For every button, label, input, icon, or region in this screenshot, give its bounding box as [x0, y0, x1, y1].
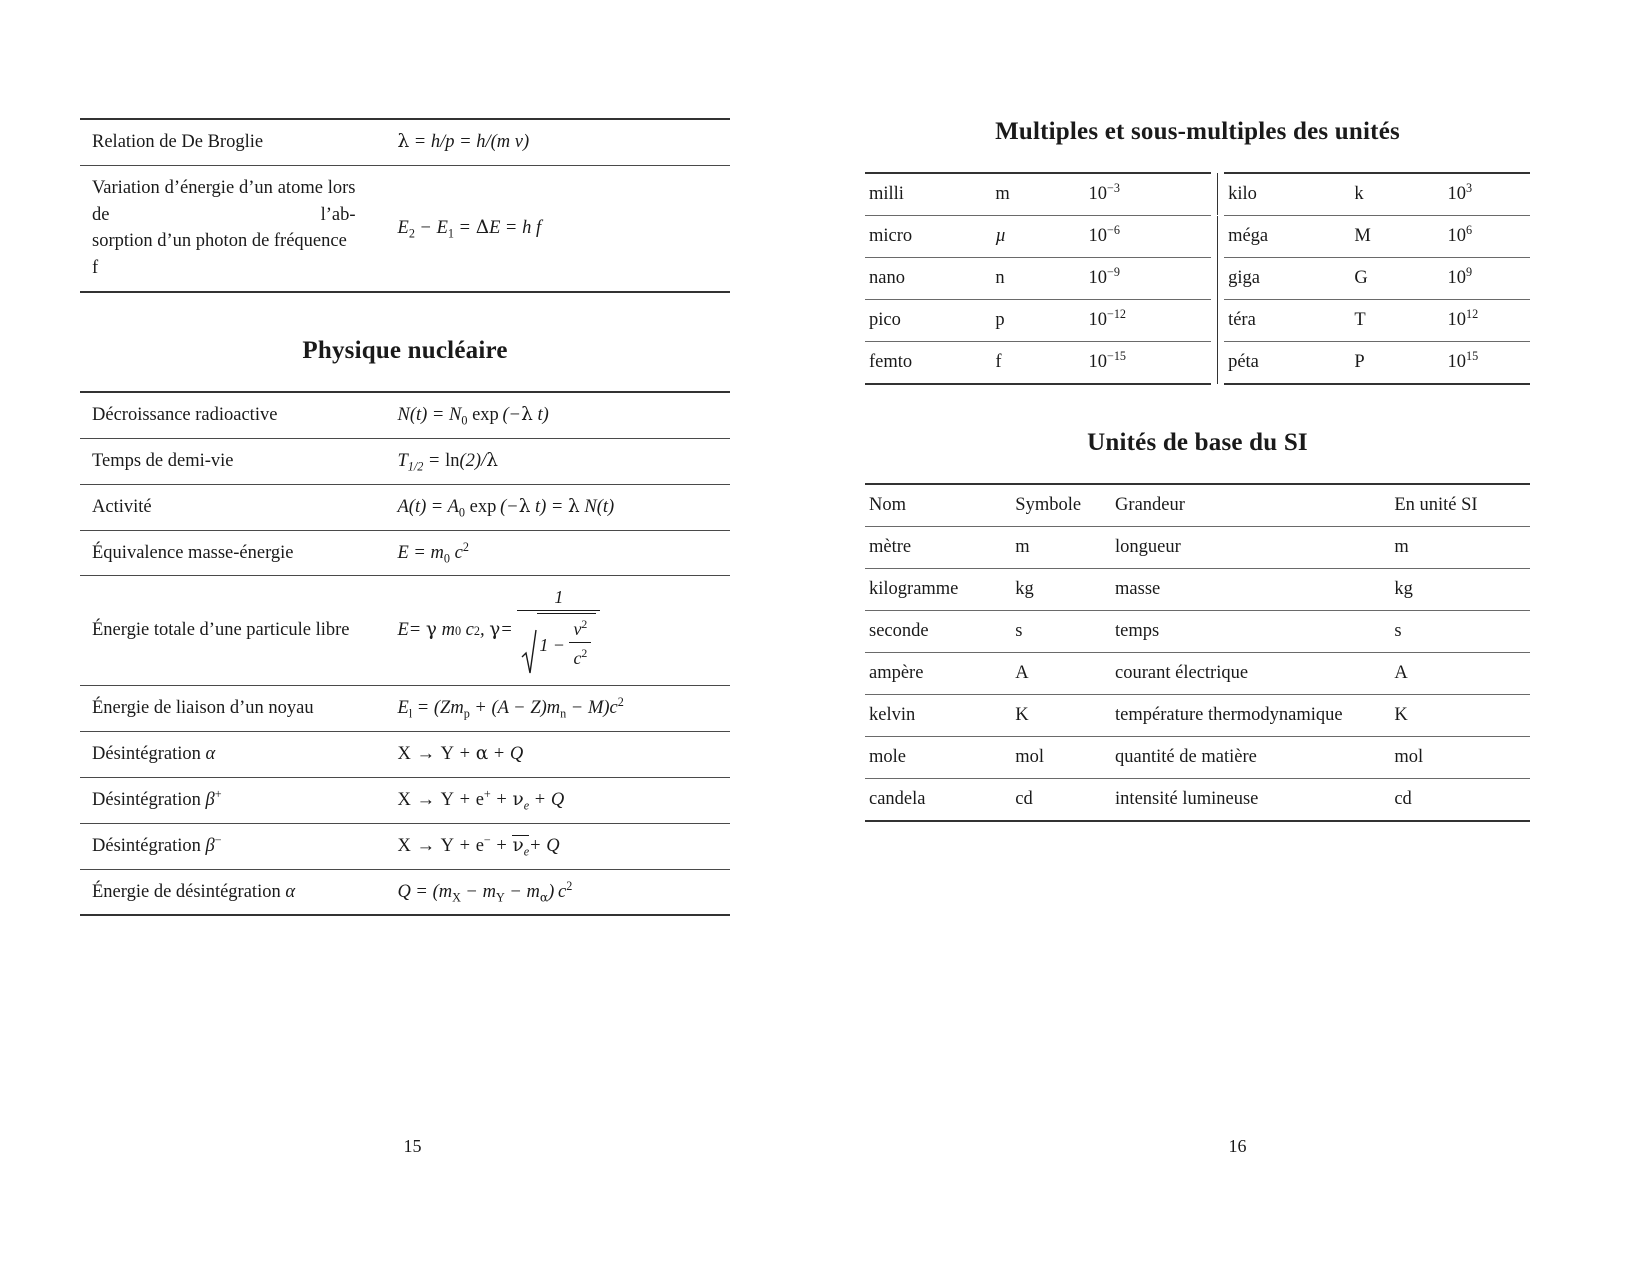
prefix-power: $10^{12}$: [1444, 300, 1530, 342]
table-row: [865, 695, 1530, 737]
unit-quantity: température thermodynamique: [1111, 695, 1390, 737]
prefix-name: méga: [1224, 216, 1350, 258]
formula-label: Décroissance radioactive: [80, 392, 386, 438]
continued-formula-table: [80, 118, 730, 293]
unit-si: m: [1390, 527, 1530, 569]
formula-label: Énergie de liaison d’un noyau: [80, 686, 386, 732]
unit-name: candela: [865, 779, 1011, 822]
formula-expression: $E_l = (Zm_p + (A - Z)m_n - M)c^2$: [386, 686, 731, 732]
prefix-symbol: µ: [991, 216, 1084, 258]
unit-symbol: mol: [1011, 737, 1111, 779]
formula-label: Désintégration β+: [80, 777, 386, 823]
formula-expression: $N(t) = N_0$ exp (−λ t): [386, 392, 731, 438]
table-row: [80, 576, 730, 686]
table-row: [865, 527, 1530, 569]
prefix-symbol: T: [1350, 300, 1443, 342]
unit-quantity: courant électrique: [1111, 653, 1390, 695]
page-number: 15: [403, 1136, 422, 1156]
unit-si: cd: [1390, 779, 1530, 822]
unit-name: ampère: [865, 653, 1011, 695]
prefix-name: pico: [865, 300, 991, 342]
prefix-power: $10^{-12}$: [1084, 300, 1210, 342]
table-row: [865, 300, 1530, 342]
unit-si: kg: [1390, 569, 1530, 611]
column-divider: [1211, 216, 1224, 258]
unit-name: mole: [865, 737, 1011, 779]
prefix-name: micro: [865, 216, 991, 258]
formula-expression: λ = h/p = h/(m v): [386, 119, 731, 165]
formula-expression: $A(t) = A_0$ exp (−λ t) = λ N(t): [386, 484, 731, 530]
prefix-name: péta: [1224, 342, 1350, 385]
unit-si: A: [1390, 653, 1530, 695]
prefix-symbol: G: [1350, 258, 1443, 300]
prefix-symbol: k: [1350, 173, 1443, 216]
column-divider: [1211, 342, 1224, 385]
table-row: [865, 737, 1530, 779]
table-row: [865, 779, 1530, 822]
unit-quantity: masse: [1111, 569, 1390, 611]
table-row: [80, 732, 730, 778]
column-header-symbole: Symbole: [1011, 484, 1111, 527]
formula-label: Relation de De Broglie: [80, 119, 386, 165]
formula-label: Désintégration α: [80, 732, 386, 778]
formula-expression: X → Y + α + Q: [386, 732, 731, 778]
unit-quantity: quantité de matière: [1111, 737, 1390, 779]
unit-symbol: K: [1011, 695, 1111, 737]
prefix-symbol: f: [991, 342, 1084, 385]
unit-name: seconde: [865, 611, 1011, 653]
page-number: 16: [1228, 1136, 1247, 1156]
label-line: Variation d’énergie d’un atome lors de l’ab-: [92, 177, 356, 225]
column-divider: [1211, 258, 1224, 300]
unit-si: s: [1390, 611, 1530, 653]
right-page-column: [825, 0, 1650, 1275]
unit-si: mol: [1390, 737, 1530, 779]
prefix-power: $10^{-9}$: [1084, 258, 1210, 300]
table-row: [80, 484, 730, 530]
table-row: [80, 119, 730, 165]
table-row: [865, 569, 1530, 611]
unit-si: K: [1390, 695, 1530, 737]
prefix-name: milli: [865, 173, 991, 216]
formula-expression: $T_{1/2} = \ln(2)/\lambda$: [386, 438, 731, 484]
formula-label: [80, 165, 386, 292]
table-row: [865, 216, 1530, 258]
prefix-power: $10^9$: [1444, 258, 1530, 300]
prefix-name: téra: [1224, 300, 1350, 342]
formula-expression: $E_2 - E_1 = \Delta E = h$ f: [386, 165, 731, 292]
unit-name: kelvin: [865, 695, 1011, 737]
formula-expression: $X \to Y + e^- + \nu_e+ Q$: [386, 823, 731, 869]
unit-quantity: longueur: [1111, 527, 1390, 569]
table-row: [80, 392, 730, 438]
prefix-symbol: m: [991, 173, 1084, 216]
prefix-power: $10^3$: [1444, 173, 1530, 216]
table-row: [865, 342, 1530, 385]
prefix-symbol: p: [991, 300, 1084, 342]
formula-expression: $X \to Y + e^+ + \nu_e + Q$: [386, 777, 731, 823]
formula-label: Désintégration β−: [80, 823, 386, 869]
unit-symbol: kg: [1011, 569, 1111, 611]
unit-symbol: m: [1011, 527, 1111, 569]
prefix-power: $10^{-6}$: [1084, 216, 1210, 258]
section-heading-physique-nucleaire: Physique nucléaire: [302, 337, 508, 365]
prefix-power: $10^6$: [1444, 216, 1530, 258]
prefix-name: nano: [865, 258, 991, 300]
formula-label: Activité: [80, 484, 386, 530]
formula-label: Énergie de désintégration α: [80, 869, 386, 915]
prefix-name: kilo: [1224, 173, 1350, 216]
unit-symbol: cd: [1011, 779, 1111, 822]
unit-symbol: A: [1011, 653, 1111, 695]
section-heading-multiples: Multiples et sous-multiples des unités: [995, 118, 1400, 145]
unit-quantity: temps: [1111, 611, 1390, 653]
formula-label: Énergie totale d’une particule libre: [80, 576, 386, 686]
label-line: sorption d’un photon de fréquence f: [92, 231, 347, 279]
table-row: [80, 869, 730, 915]
prefix-name: femto: [865, 342, 991, 385]
prefix-power: $10^{-15}$: [1084, 342, 1210, 385]
table-row: [80, 823, 730, 869]
table-row: [80, 438, 730, 484]
table-row: [80, 777, 730, 823]
table-header-row: [865, 484, 1530, 527]
unit-quantity: intensité lumineuse: [1111, 779, 1390, 822]
column-header-si: En unité SI: [1390, 484, 1530, 527]
prefix-power: $10^{-3}$: [1084, 173, 1210, 216]
table-row: [865, 653, 1530, 695]
table-row: [865, 258, 1530, 300]
formula-label: Équivalence masse-énergie: [80, 530, 386, 576]
section-heading-si-units: Unités de base du SI: [1087, 429, 1308, 456]
formula-label: Temps de demi-vie: [80, 438, 386, 484]
column-divider: [1211, 300, 1224, 342]
column-divider: [1211, 173, 1224, 216]
si-base-units-table: [865, 483, 1530, 822]
formula-expression: $Q = (m_X - m_Y - m_\alpha)$ $c^2$: [386, 869, 731, 915]
unit-prefixes-table: [865, 172, 1530, 385]
column-header-nom: Nom: [865, 484, 1011, 527]
table-row: [80, 165, 730, 292]
prefix-symbol: M: [1350, 216, 1443, 258]
prefix-symbol: n: [991, 258, 1084, 300]
formula-expression: E = γ m 0 c 2 , γ = 1 1 − $\frac{v^2}{c^2}$: [386, 576, 731, 686]
column-header-grandeur: Grandeur: [1111, 484, 1390, 527]
table-row: [865, 173, 1530, 216]
table-row: [865, 611, 1530, 653]
table-row: [80, 530, 730, 576]
unit-symbol: s: [1011, 611, 1111, 653]
nuclear-physics-table: [80, 391, 730, 916]
table-row: [80, 686, 730, 732]
prefix-symbol: P: [1350, 342, 1443, 385]
unit-name: kilogramme: [865, 569, 1011, 611]
formula-expression: $E = m_0$ $c^2$: [386, 530, 731, 576]
unit-name: mètre: [865, 527, 1011, 569]
prefix-name: giga: [1224, 258, 1350, 300]
prefix-power: $10^{15}$: [1444, 342, 1530, 385]
